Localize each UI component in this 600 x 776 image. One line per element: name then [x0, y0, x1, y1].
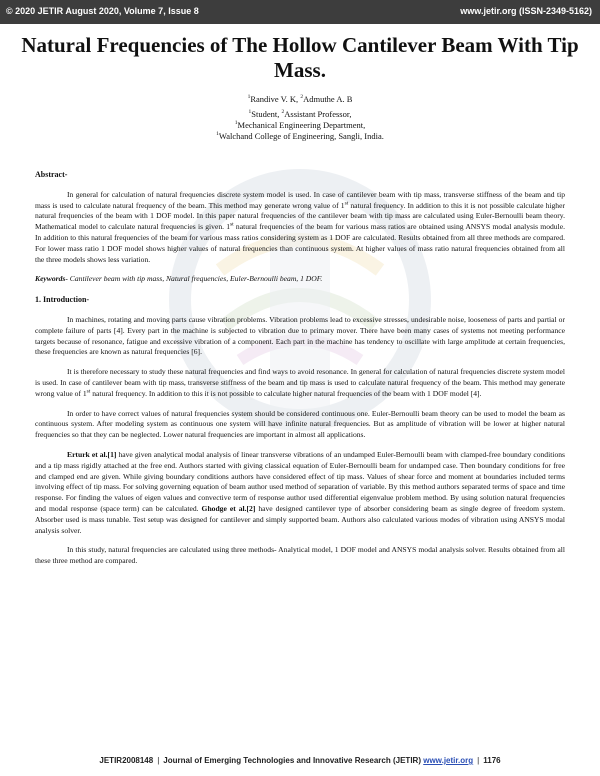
abstract-text: In general for calculation of natural frequencies discrete system model is used. In case of cantilever beam with tip mass, transverse stiffness of the beam and tip mass is used to calculate natural frequency of the beam. This method may generate wrong value of 1st natural frequency. In addition to this it is not possible calculate higher natural frequencies of the beam with 1 DOF model. In this paper natural frequencies of the cantilever beam with tip mass are calculated using Euler-Bernoulli beam theory. Mathematical model to calculate natural frequencies is given. 1st natural frequencies of the beam for various mass ratios are obtained using ANSYS modal analysis module. In addition to this natural frequencies of the beam for various mass ratios considering system as 1 DOF are calculated. Results obtained from all three methods are compared. For lower mass ratio 1 DOF model shows higher values of natural frequencies than continuous system. At higher values of mass ratio natural frequencies obtained from all the three models shows less variation. — [35, 189, 565, 264]
paper-title: Natural Frequencies of The Hollow Cantilever Beam With Tip Mass. — [21, 33, 579, 82]
journal-name: Journal of Emerging Technologies and Innovative Research (JETIR) — [163, 756, 421, 765]
author-department: $^1$Mechanical Engineering Department, — [234, 120, 366, 130]
intro-paragraph-3: In order to have correct values of natural frequencies system should be considered continuous one. Euler-Bernoulli beam theory can be used to model the beam as continuous system. After modeling system as continuous one system will have infinite natural frequencies. But as amplitude of vibration will be lower at higher natural frequencies so that they can be neglected. Lower natural frequencies are important in almost all applications. — [35, 408, 565, 440]
introduction-heading: 1. Introduction- — [35, 295, 90, 305]
author-roles: $^1$Student, $^2$Assistant Professor, — [248, 109, 352, 119]
paper-body — [35, 170, 565, 576]
abstract-heading: Abstract- — [35, 170, 68, 179]
page-number: 1176 — [483, 756, 501, 765]
intro-paragraph-1: In machines, rotating and moving parts cause vibration problems. Vibration problems lead to excessive stresses, undesirable noise, looseness of parts and partial or complete failure of parts [4]. Every part in the machine is subjected to vibration due to primary mover. There have been many cases of systems not meeting performance targets because of resonance, fatigue and excessive vibration of a component. Each part in the machine has tendency to oscillate with large amplitude at certain frequencies, these frequencies are known as natural frequencies [6]. — [35, 314, 565, 357]
journal-website-link[interactable]: www.jetir.org — [423, 756, 474, 765]
journal-header-bar — [0, 0, 600, 24]
author-names: $^1$Randive V. K, $^2$Admuthe A. B — [247, 94, 353, 104]
header-website: www.jetir.org (ISSN-2349-5162) — [460, 6, 592, 16]
intro-paragraph-5: In this study, natural frequencies are calculated using three methods- Analytical model, 1 DOF model and ANSYS modal analysis solver. Results obtained from all these three method are compared. — [35, 545, 565, 566]
author-college: $^1$Walchand College of Engineering, Sangli, India. — [216, 131, 384, 141]
page-footer: JETIR2008148 | Journal of Emerging Technologies and Innovative Research (JETIR) www.jetir.org | 1176 — [99, 756, 501, 765]
keywords: Keywords- Cantilever beam with tip mass, Natural frequencies, Euler-Bernoulli beam, 1 DOF. — [35, 274, 323, 284]
intro-paragraph-2: It is therefore necessary to study these natural frequencies and find ways to avoid resonance. In general for calculation of natural frequencies discrete system model is used. In case of cantilever beam with tip mass, transverse stiffness of the beam and tip mass is used to calculate natural frequency of the beam. This method may generate wrong value of 1st natural frequency. In addition to this it is not possible to calculate higher natural frequencies of the beam with 1 DOF model [4]. — [35, 367, 565, 398]
intro-paragraph-4: Erturk et al.[1] have given analytical modal analysis of linear transverse vibrations of an undamped Euler-Bernoulli beam with clamped-free boundary conditions and a tip mass rigidly attached at the free end. Authors started with giving classical equation of Euler-Bernoulli beam for undamped case. Then boundary conditions for free and clamped end are given. While giving boundary conditions authors have considered effect of tip mass. Values of shear force and moment at boundaries included terms involving effect of tip mass. For solving governing equation of beam author used method of separation of variable. By this method authors separated terms of space and time response. For finding the values of eigen values and convective term of response author used differential eigenvalue problem method. By using solution natural frequencies and modal response (space term) can be calculated. Ghodge et al.[2] have designed cantilever type of absorber considering beam as single degree of freedom system. Absorber used is mass tunable. Test setup was designed for cantilever and simply supported beam. Authors also calculated various modes of vibration using ANSYS modal analysis solver. — [35, 449, 565, 535]
author-block — [60, 94, 540, 142]
citation-ghodge: Ghodge et al.[2] — [201, 503, 256, 513]
header-issue-info: © 2020 JETIR August 2020, Volume 7, Issue 8 — [6, 6, 199, 16]
paper-code: JETIR2008148 — [99, 756, 154, 765]
citation-erturk: Erturk et al.[1] — [67, 449, 117, 459]
